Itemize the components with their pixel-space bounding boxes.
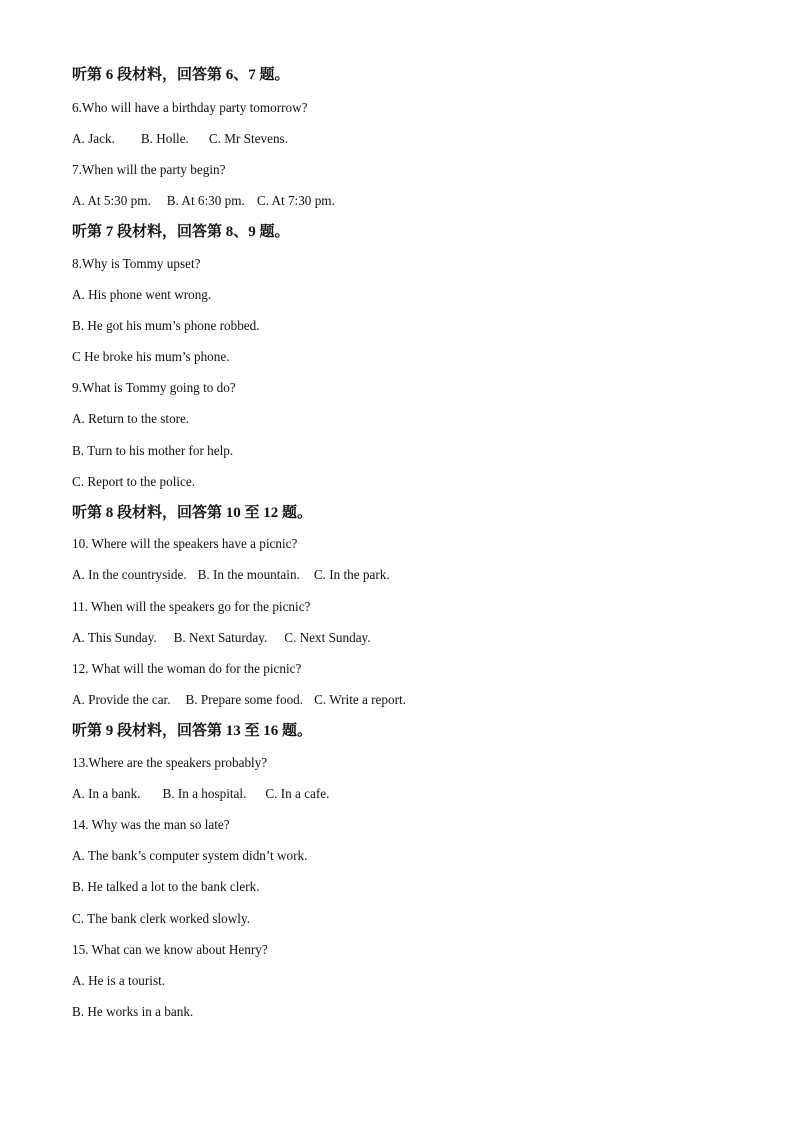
options-row (72, 566, 390, 584)
section-heading: 听第 6 段材料，回答第 6、7 题。 (72, 67, 290, 83)
option: C. Write a report. (314, 692, 406, 707)
option: A. Provide the car. (72, 692, 171, 707)
option: A. The bank’s computer system didn’t work. (72, 848, 308, 863)
options-row (72, 192, 335, 210)
question-stem: 15. What can we know about Henry? (72, 942, 268, 957)
option: C. In a cafe. (265, 786, 330, 801)
option: B. In a hospital. (162, 786, 247, 801)
question-stem: 9.What is Tommy going to do? (72, 380, 236, 395)
section-heading: 听第 8 段材料，回答第 10 至 12 题。 (72, 505, 313, 521)
option: A. Jack. (72, 131, 115, 146)
question-stem: 8.Why is Tommy upset? (72, 256, 201, 271)
option: A. In the countryside. (72, 567, 187, 582)
option: C. At 7:30 pm. (256, 193, 335, 208)
question-stem: 14. Why was the man so late? (72, 817, 230, 832)
options-row (72, 629, 371, 647)
option: C. In the park. (313, 567, 390, 582)
option: B. Holle. (140, 131, 189, 146)
option: B. In the mountain. (197, 567, 300, 582)
option: A. Return to the store. (72, 411, 190, 426)
option: C. Report to the police. (72, 474, 196, 489)
option: A. This Sunday. (72, 630, 157, 645)
option: B. At 6:30 pm. (166, 193, 245, 208)
options-row (72, 785, 329, 803)
option: B. Next Saturday. (173, 630, 268, 645)
question-stem: 7.When will the party begin? (72, 162, 226, 177)
option: B. Turn to his mother for help. (72, 443, 234, 458)
option: C. Mr Stevens. (208, 131, 288, 146)
option: A. In a bank. (72, 786, 141, 801)
option: C He broke his mum’s phone. (72, 349, 230, 364)
option: B. He talked a lot to the bank clerk. (72, 879, 260, 894)
option: A. At 5:30 pm. (72, 193, 151, 208)
options-row (72, 130, 288, 148)
option: A. He is a tourist. (72, 973, 166, 988)
options-row (72, 691, 406, 709)
option: B. He works in a bank. (72, 1004, 194, 1019)
question-stem: 6.Who will have a birthday party tomorrow? (72, 100, 308, 115)
question-stem: 10. Where will the speakers have a picnic? (72, 536, 298, 551)
question-stem: 12. What will the woman do for the picnic? (72, 661, 302, 676)
option: A. His phone went wrong. (72, 287, 212, 302)
section-heading: 听第 9 段材料，回答第 13 至 16 题。 (72, 723, 313, 739)
question-stem: 11. When will the speakers go for the picnic? (72, 599, 311, 614)
option: C. The bank clerk worked slowly. (72, 911, 250, 926)
option: B. Prepare some food. (185, 692, 304, 707)
option: B. He got his mum’s phone robbed. (72, 318, 260, 333)
option: C. Next Sunday. (284, 630, 371, 645)
question-stem: 13.Where are the speakers probably? (72, 755, 268, 770)
section-heading: 听第 7 段材料，回答第 8、9 题。 (72, 224, 290, 240)
